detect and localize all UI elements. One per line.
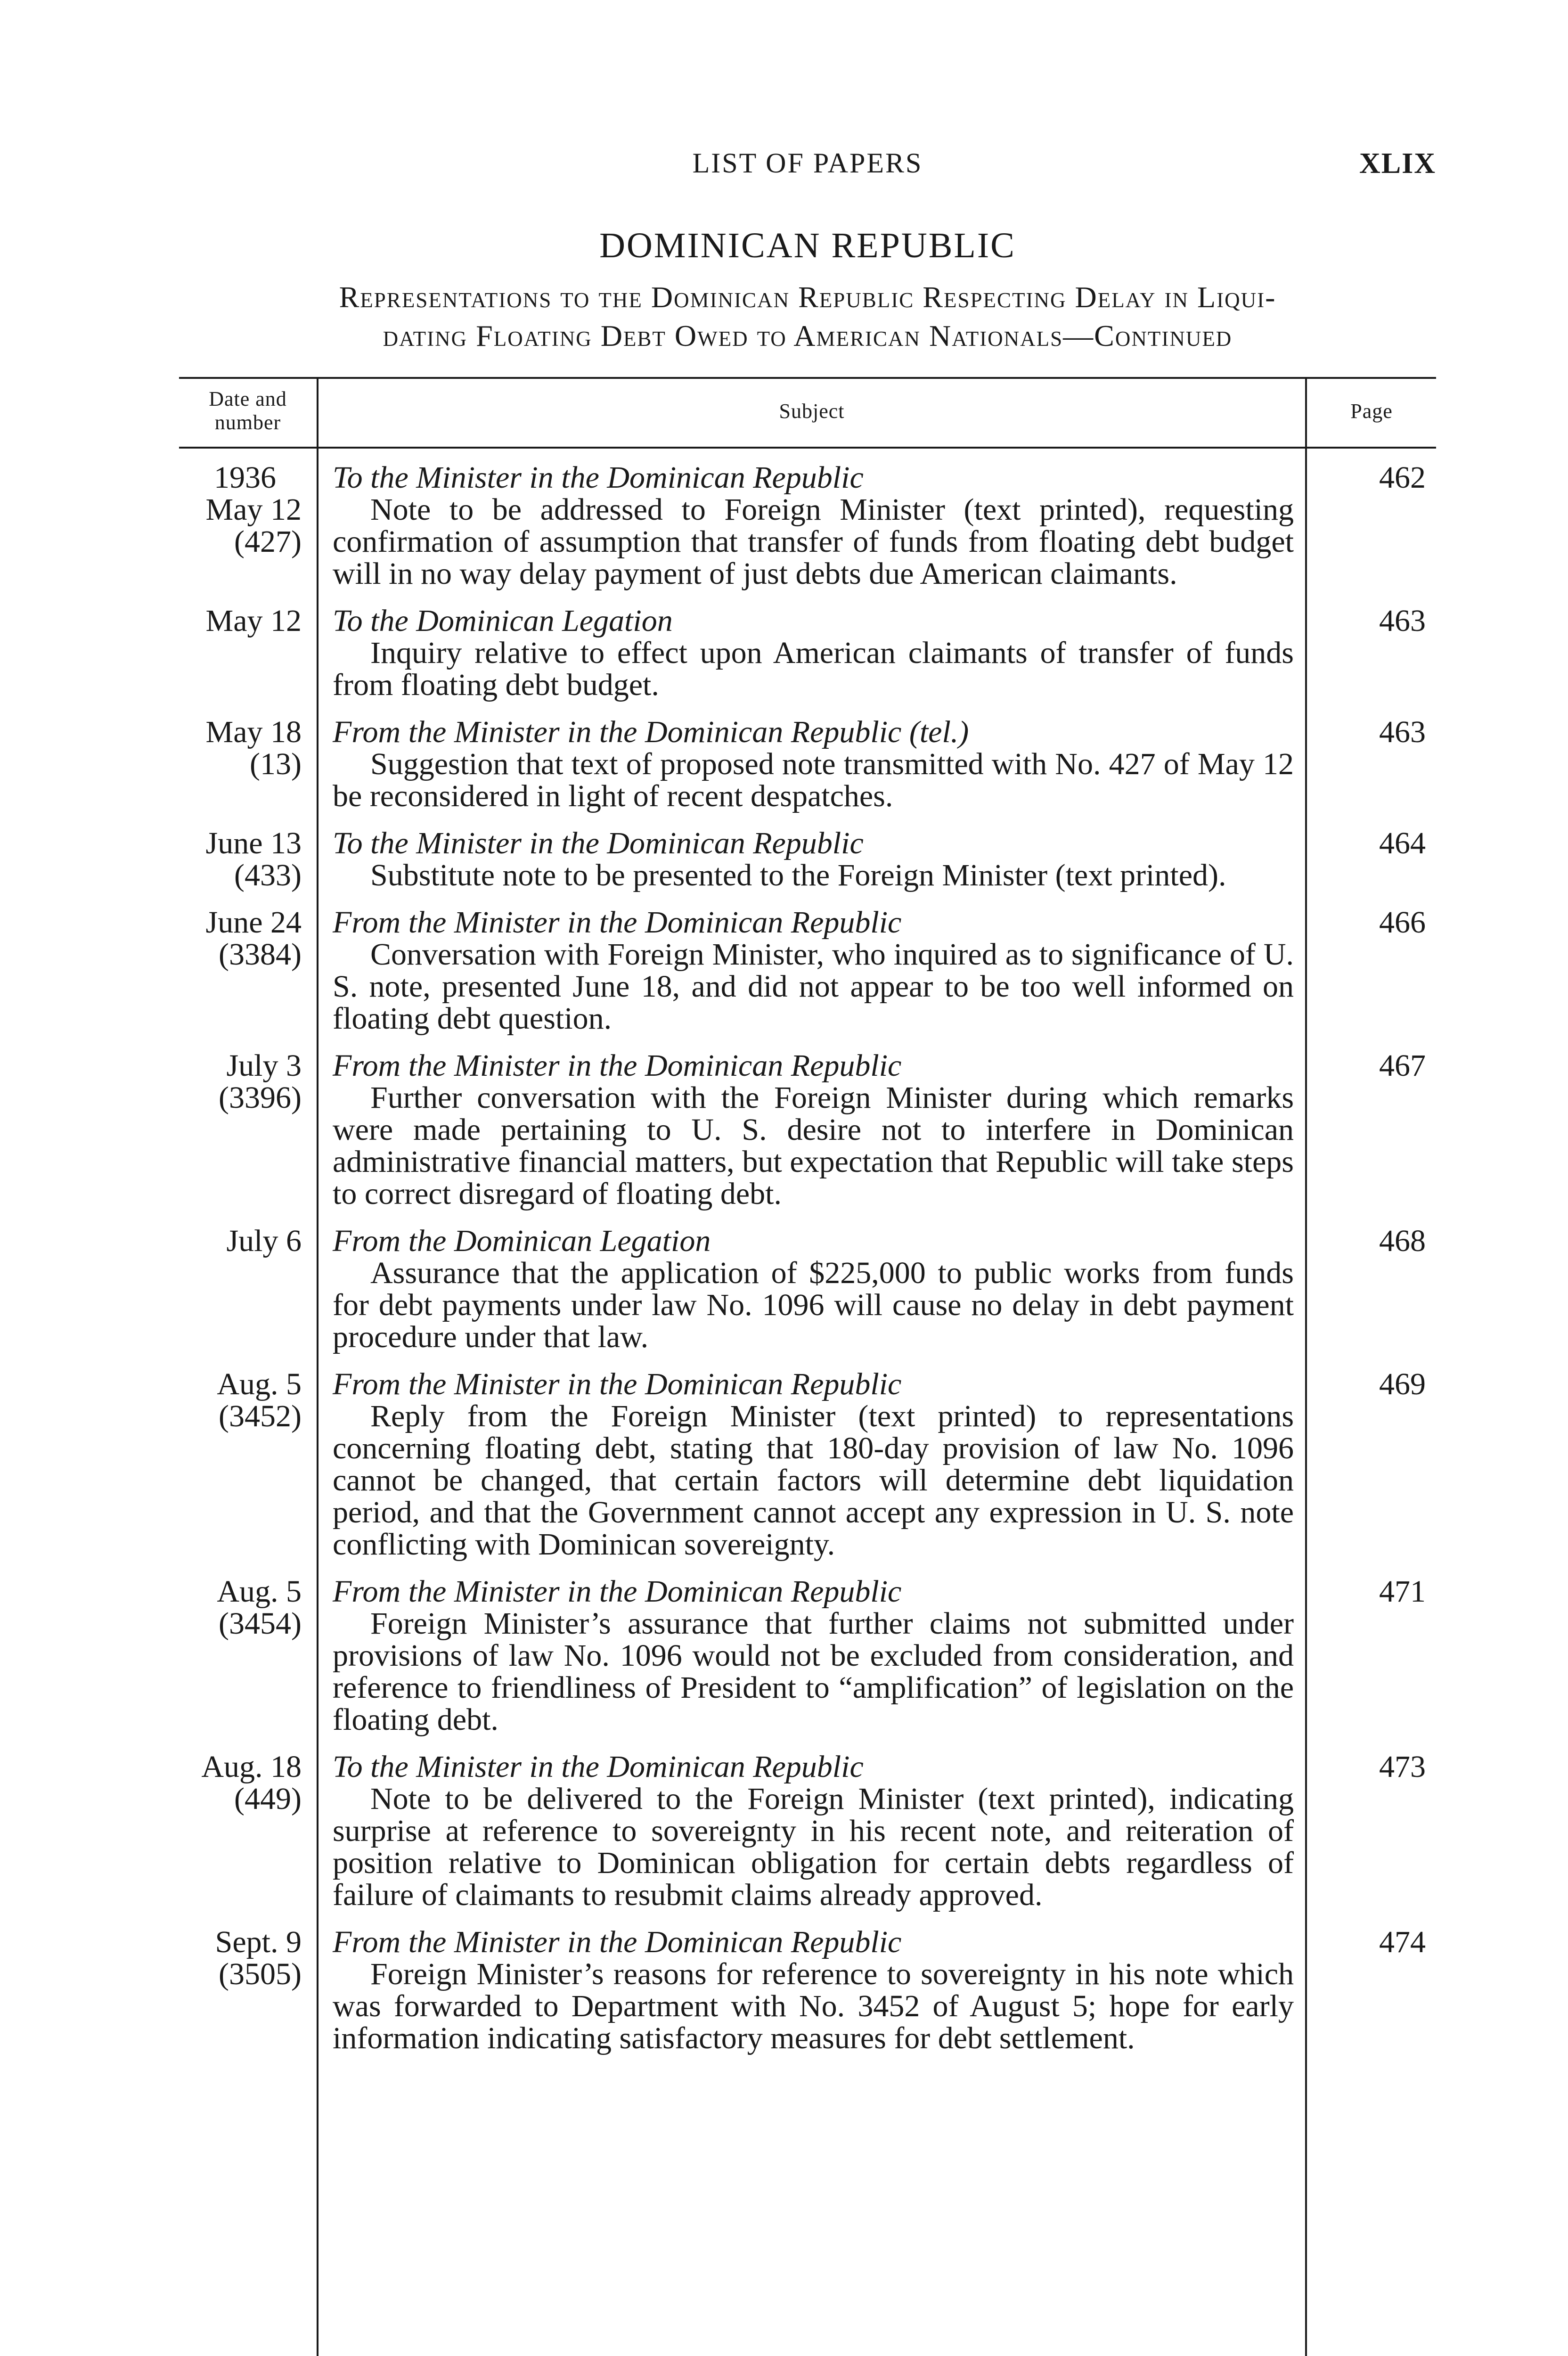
entry-date: Sept. 9 [215, 1925, 302, 1959]
entry-date: May 18 [205, 715, 302, 749]
entry-page-number: 473 [1379, 1750, 1426, 1784]
entry-page-number: 463 [1379, 604, 1426, 638]
entry-page-number: 462 [1379, 460, 1426, 495]
entry-subject-cell [333, 1368, 1294, 1561]
column-header-date-line-2: number [214, 411, 281, 434]
entry-description: Note to be addressed to Foreign Minister (text printed), requesting confirmation of assumption that transfer of funds from floating debt budget will in no way delay payment of just debts due American claimants. [333, 492, 1294, 591]
entry-date: Aug. 18 [201, 1750, 302, 1784]
entries-list [179, 462, 1436, 2070]
entry-date: July 6 [226, 1224, 302, 1258]
entry-date-cell [179, 1225, 306, 1353]
entry-date: Aug. 5 [217, 1367, 302, 1401]
entry-date: July 3 [226, 1048, 302, 1083]
list-item [179, 827, 1436, 892]
entry-date: May 12 [205, 604, 302, 638]
entry-subject-cell [333, 827, 1294, 892]
running-title: LIST OF PAPERS [692, 147, 923, 179]
entry-page-number: 466 [1379, 905, 1426, 940]
entry-subject-cell [333, 462, 1294, 590]
entry-subject-cell [333, 716, 1294, 812]
list-item [179, 1926, 1436, 2054]
list-item [179, 1576, 1436, 1736]
entry-number: (3452) [219, 1399, 302, 1433]
country-heading: DOMINICAN REPUBLIC [599, 226, 1016, 265]
entry-correspondent: From the Minister in the Dominican Republic [333, 1048, 902, 1083]
entry-page-number: 464 [1379, 826, 1426, 860]
entry-page [1294, 827, 1426, 892]
entry-date-cell [179, 1368, 306, 1561]
page-folio: XLIX [1359, 147, 1436, 180]
entry-page-number: 469 [1379, 1367, 1426, 1401]
entry-page [1294, 462, 1426, 590]
column-header-subject: Subject [779, 400, 845, 423]
list-item [179, 1368, 1436, 1561]
entry-description: Inquiry relative to effect upon American claimants of transfer of funds from floating debt budget. [333, 636, 1294, 702]
entry-number: (13) [250, 747, 302, 781]
entry-number: (433) [234, 858, 302, 892]
column-header-date [179, 387, 317, 434]
entry-description: Conversation with Foreign Minister, who inquired as to significance of U. S. note, presented June 18, and did not appear to be too well informed on floating debt question. [333, 937, 1294, 1036]
entry-page-number: 463 [1379, 715, 1426, 749]
entry-subject-cell [333, 1225, 1294, 1353]
entry-page [1294, 1926, 1426, 2054]
entry-description: Assurance that the application of $225,000 to public works from funds for debt payments under law No. 1096 will cause no delay in debt payment procedure under that law. [333, 1256, 1294, 1354]
entry-correspondent: To the Dominican Legation [333, 604, 673, 638]
entry-description: Note to be delivered to the Foreign Minister (text printed), indicating surprise at reference to sovereignty in his recent note, and reiteration of position relative to Dominican obligation for certain debts regardless of failure of claimants to resubmit claims already approved. [333, 1782, 1294, 1912]
entry-correspondent: To the Minister in the Dominican Republic [333, 1750, 864, 1784]
entry-page [1294, 1368, 1426, 1561]
table-top-rule [179, 377, 1436, 379]
entry-date-cell [179, 605, 306, 701]
table-header-rule [179, 447, 1436, 449]
entry-subject-cell [333, 1751, 1294, 1911]
entry-page [1294, 716, 1426, 812]
entry-page [1294, 1576, 1426, 1736]
entry-page-number: 471 [1379, 1574, 1426, 1609]
entry-description: Further conversation with the Foreign Minister during which remarks were made pertaining to U. S. desire not to interfere in Dominican administrative financial matters, but expectation that Republic will take steps to correct disregard of floating debt. [333, 1080, 1294, 1211]
entry-subject-cell [333, 1926, 1294, 2054]
section-title [179, 278, 1436, 355]
entry-date-cell [179, 1050, 306, 1210]
entry-page-number: 468 [1379, 1224, 1426, 1258]
papers-table [179, 377, 1436, 2356]
entry-page [1294, 1225, 1426, 1353]
entry-date: June 13 [205, 826, 302, 860]
entry-description: Foreign Minister’s assurance that further claims not submitted under provisions of law No. 1096 would not be excluded from consideration, and reference to friendliness of President to “amplification” of legislation on the floating debt. [333, 1606, 1294, 1737]
entry-year: 1936 [214, 460, 276, 495]
entry-number: (449) [234, 1782, 302, 1816]
entry-correspondent: To the Minister in the Dominican Republic [333, 826, 864, 860]
entry-date: May 12 [205, 492, 302, 527]
entry-page [1294, 605, 1426, 701]
entry-number: (3505) [219, 1957, 302, 1991]
list-item [179, 1751, 1436, 1911]
entry-description: Foreign Minister’s reasons for reference to sovereignty in his note which was forwarded to Department with No. 3452 of August 5; hope for early information indicating satisfactory measures for debt settlement. [333, 1957, 1294, 2055]
entry-number: (3384) [219, 937, 302, 972]
column-header-page: Page [1350, 400, 1393, 423]
list-item [179, 716, 1436, 812]
entry-description: Suggestion that text of proposed note transmitted with No. 427 of May 12 be reconsidered in light of recent despatches. [333, 747, 1294, 813]
column-header-date-line-1: Date and [209, 387, 287, 410]
entry-date-cell [179, 1751, 306, 1911]
entry-page-number: 467 [1379, 1048, 1426, 1083]
entry-subject-cell [333, 605, 1294, 701]
entry-correspondent: From the Minister in the Dominican Republic (tel.) [333, 715, 969, 749]
running-head [179, 147, 1436, 185]
entry-page [1294, 1751, 1426, 1911]
entry-date-cell [179, 827, 306, 892]
entry-page-number: 474 [1379, 1925, 1426, 1959]
entry-description: Reply from the Foreign Minister (text printed) to representations concerning floating debt, stating that 180-day provision of law No. 1096 cannot be changed, that certain factors will determine debt liquidation period, and that the Government cannot accept any expression in U. S. note conflicting with Dominican sovereignty. [333, 1399, 1294, 1562]
list-item [179, 1050, 1436, 1210]
section-title-line-1: Representations to the Dominican Republic Respecting Delay in Liqui- [339, 280, 1276, 314]
entry-date-cell [179, 716, 306, 812]
entry-date-cell [179, 1576, 306, 1736]
list-item [179, 605, 1436, 701]
entry-subject-cell [333, 907, 1294, 1035]
entry-date: June 24 [205, 905, 302, 940]
entry-description: Substitute note to be presented to the Foreign Minister (text printed). [370, 858, 1226, 892]
entry-date-cell [179, 1926, 306, 2054]
entry-correspondent: To the Minister in the Dominican Republic [333, 460, 864, 495]
entry-subject-cell [333, 1050, 1294, 1210]
entry-subject-cell [333, 1576, 1294, 1736]
entry-correspondent: From the Dominican Legation [333, 1224, 711, 1258]
entry-correspondent: From the Minister in the Dominican Republic [333, 905, 902, 940]
entry-correspondent: From the Minister in the Dominican Republic [333, 1574, 902, 1609]
entry-number: (3454) [219, 1606, 302, 1641]
entry-page [1294, 907, 1426, 1035]
entry-number: (3396) [219, 1080, 302, 1115]
entry-date: Aug. 5 [217, 1574, 302, 1609]
entry-date-cell [179, 462, 306, 590]
list-item [179, 907, 1436, 1035]
list-item [179, 462, 1436, 590]
entry-number: (427) [234, 524, 302, 559]
entry-page [1294, 1050, 1426, 1210]
list-item [179, 1225, 1436, 1353]
entry-date-cell [179, 907, 306, 1035]
section-title-line-2: dating Floating Debt Owed to American Nationals—Continued [383, 319, 1233, 352]
entry-correspondent: From the Minister in the Dominican Republic [333, 1367, 902, 1401]
entry-correspondent: From the Minister in the Dominican Republic [333, 1925, 902, 1959]
